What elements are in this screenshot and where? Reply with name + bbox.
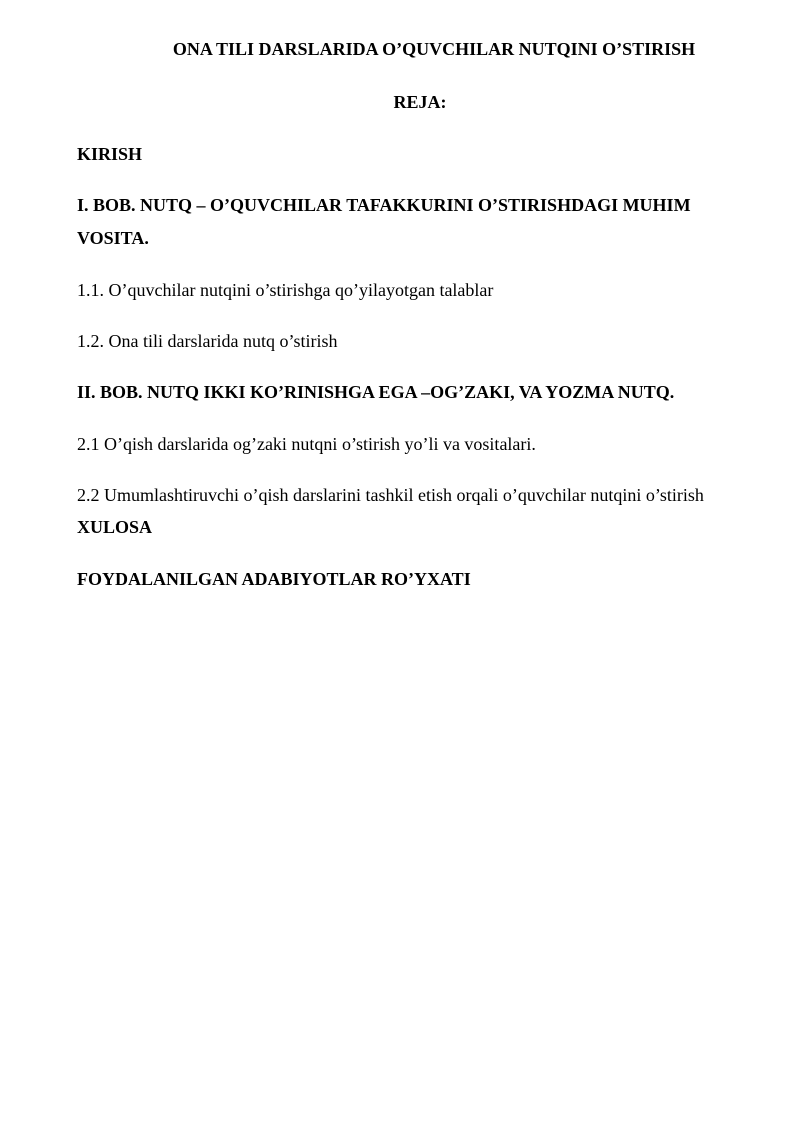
section-1-2: 1.2. Ona tili darslarida nutq o’stirish — [77, 331, 338, 351]
document-title: ONA TILI DARSLARIDA O’QUVCHILAR NUTQINI O’STIRISH — [172, 39, 696, 59]
section-1-1: 1.1. O’quvchilar nutqini o’stirishga qo’yilayotgan talablar — [77, 280, 494, 300]
section-2-2: 2.2 Umumlashtiruvchi o’qish darslarini tashkil etish orqali o’quvchilar nutqini o’stirish — [77, 485, 704, 505]
chapter-1-heading: I. BOB. NUTQ – O’QUVCHILAR TAFAKKURINI O’STIRISHDAGI MUHIM — [77, 195, 691, 215]
references-heading: FOYDALANILGAN ADABIYOTLAR RO’YXATI — [77, 569, 471, 589]
intro-heading: KIRISH — [77, 144, 143, 164]
chapter-2-heading: II. BOB. NUTQ IKKI KO’RINISHGA EGA –OG’ZAKI, VA YOZMA NUTQ. — [77, 382, 675, 402]
conclusion-heading: XULOSA — [77, 517, 153, 537]
plan-heading: REJA: — [393, 92, 447, 112]
chapter-1-heading-continued: VOSITA. — [77, 228, 149, 248]
section-2-1: 2.1 O’qish darslarida og’zaki nutqni o’stirish yo’li va vositalari. — [77, 434, 536, 454]
